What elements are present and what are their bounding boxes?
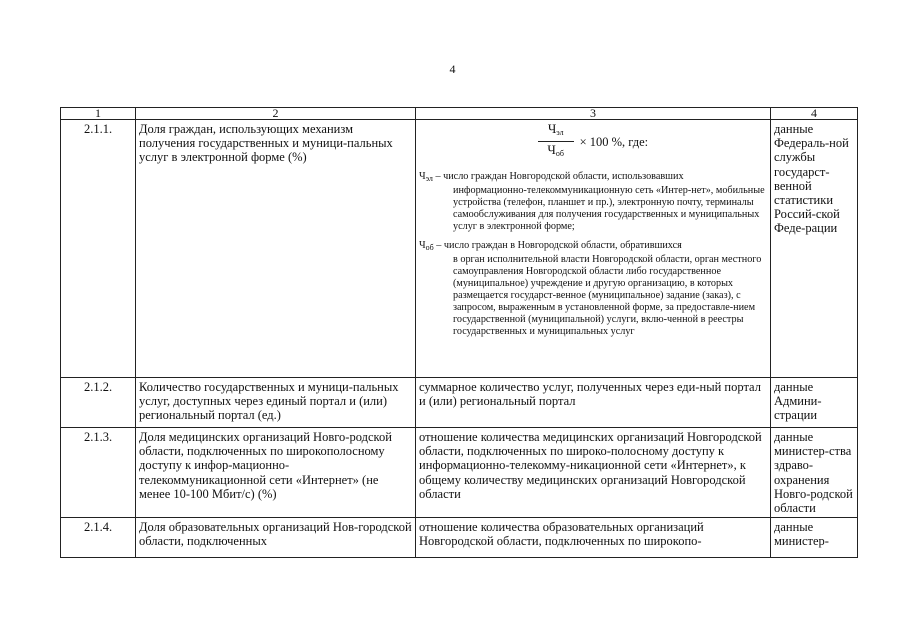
data-source: данные Админи-страции: [771, 378, 858, 428]
header-col-2: 2: [136, 108, 416, 120]
row-number: 2.1.1.: [61, 120, 136, 378]
header-col-3: 3: [416, 108, 771, 120]
calculation-method: [416, 120, 771, 378]
data-source: данные министер-: [771, 518, 858, 558]
definition-ch-ob: $Ч_{об}$ – число граждан в Новгородской области, обратившихся в орган исполнительной власти Новгородской области, орган местного самоуправления Новгородской области либо государственное (муниципальное) учреждение и другую организацию, в которых размещается государст-венное (муниципальное) задание (заказ), с запросом, выраженным в установленной форме, за предоставле-нием государственной (муниципальной) услуги, вклю-ченной в реестры государственных и муниципальных услуг: [419, 240, 762, 338]
indicator-name: Доля медицинских организаций Новго-родской области, подключенных по широкополосному доступу к инфор-мационно-телекоммуникационной сети «Интернет» (не менее 10-100 Мбит/с) (%): [136, 428, 416, 518]
page-number: 4: [449, 62, 456, 76]
data-source: данные Федераль-ной службы государст-венной статистики Россий-ской Феде-рации: [771, 120, 858, 378]
table-row: [61, 428, 858, 518]
header-col-4: 4: [771, 108, 858, 120]
table-row: [61, 518, 858, 558]
formula-tail: × 100 %, где:: [579, 134, 649, 149]
data-source: данные министер-ства здраво-охранения Новго-родской области: [771, 428, 858, 518]
table-row: [61, 120, 858, 378]
indicator-name: Доля граждан, использующих механизм получения государственных и муници-пальных услуг в электронной форме (%): [136, 120, 416, 378]
header-col-1: 1: [61, 108, 136, 120]
definition-ch-el: $Ч_{эл}$ – число граждан Новгородской области, использовавших информационно-телекоммуникационную сеть «Интер-нет», мобильные устройства (телефон, планшет и пр.), электронную почту, терминалы самообслуживания для получения государственных и муниципальных услуг в электронной форме;: [419, 171, 765, 233]
table-header-row: [61, 108, 858, 120]
calculation-method: отношение количества медицинских организаций Новгородской области, подключенных по широко-полосному доступу к информационно-телекомму-никационной сети «Интернет», к общему количеству медицинских организаций Новгородской области: [416, 428, 771, 518]
formula-fraction: [538, 122, 574, 161]
indicators-table: [60, 107, 858, 558]
formula-numerator: $Ч_{эл}$: [538, 122, 574, 142]
calculation-method: суммарное количество услуг, полученных через еди-ный портал и (или) региональный портал: [416, 378, 771, 428]
formula: [419, 122, 767, 161]
calculation-method: отношение количества образовательных организаций Новгородской области, подключенных по широкопо-: [416, 518, 771, 558]
row-number: 2.1.4.: [61, 518, 136, 558]
formula-denominator: $Ч_{об}$: [547, 142, 564, 159]
indicator-name: Доля образовательных организаций Нов-городской области, подключенных: [136, 518, 416, 558]
table-row: [61, 378, 858, 428]
indicator-name: Количество государственных и муници-пальных услуг, доступных через единый портал и (или) региональный портал (ед.): [136, 378, 416, 428]
row-number: 2.1.2.: [61, 378, 136, 428]
row-number: 2.1.3.: [61, 428, 136, 518]
